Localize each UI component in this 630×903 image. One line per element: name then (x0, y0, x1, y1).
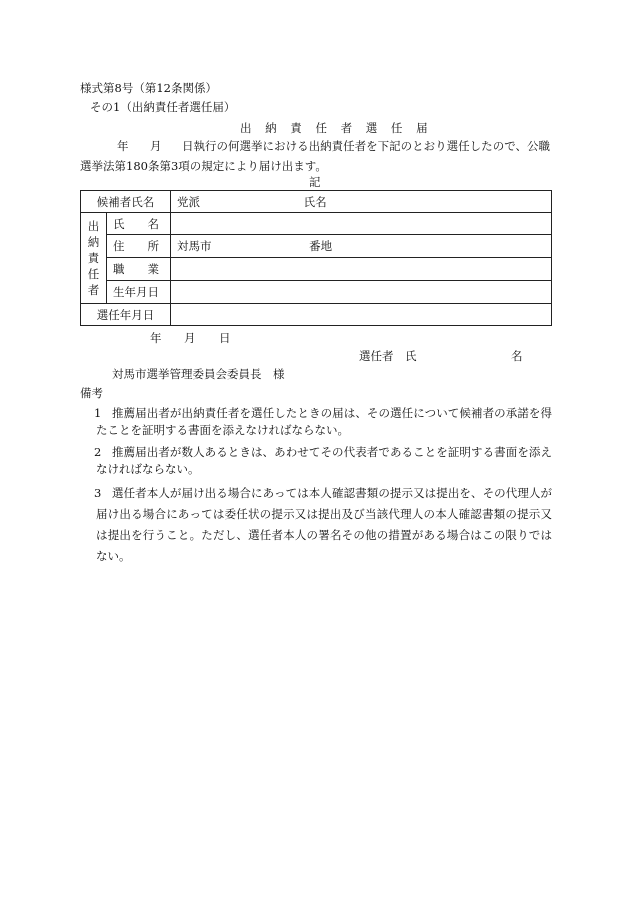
responsible-name-field[interactable] (171, 213, 552, 235)
responsible-address-field[interactable] (171, 235, 552, 258)
note-number: 2 (94, 445, 102, 459)
vert-char: 者 (87, 283, 100, 297)
appointer-suffix: 名 (511, 349, 523, 363)
row-label-birthdate: 生年月日 (107, 281, 171, 304)
intro-text (80, 136, 550, 176)
appointment-date-field[interactable] (171, 304, 552, 326)
row-label-name: 氏 名 (107, 213, 171, 235)
responsible-person-table (80, 190, 552, 326)
vert-char: 納 (87, 235, 100, 249)
note-text: 選任者本人が届け出る場合にあっては本人確認書類の提示又は提出を、その代理人が届け出る場合にあっては委任状の提示又は提出及び当該代理人の本人確認書類の提示又は提出を行うこと。ただし、選任者本人の署名その他の措置がある場合はこの限りではない。 (96, 486, 552, 563)
address-banchi: 番地 (309, 239, 333, 253)
note-text: 推薦届出者が出納責任者を選任したときの届は、その選任について候補者の承諾を得たことを証明する書面を添えなければならない。 (96, 406, 552, 437)
responsible-person-label (81, 213, 107, 304)
note-item (80, 405, 552, 439)
date-day: 日 (219, 331, 231, 345)
appointer-label: 選任者 氏 (359, 349, 417, 363)
date-month: 月 (184, 331, 196, 345)
intro-month: 月 (150, 139, 162, 153)
candidate-name-field[interactable] (171, 191, 552, 213)
note-number: 1 (94, 406, 102, 420)
candidate-name-label: 候補者氏名 (81, 191, 171, 213)
addressee: 対馬市選挙管理委員会委員長 様 (112, 367, 285, 381)
responsible-occupation-field[interactable] (171, 258, 552, 281)
responsible-birthdate-field[interactable] (171, 281, 552, 304)
address-city: 対馬市 (177, 239, 212, 253)
intro-year: 年 (117, 139, 129, 153)
row-label-address: 住 所 (107, 235, 171, 258)
notes-list (80, 405, 552, 572)
row-label-occupation: 職 業 (107, 258, 171, 281)
document-title: 出 納 責 任 者 選 任 届 (240, 121, 433, 135)
party-label: 党派 (177, 194, 200, 209)
name-label: 氏名 (303, 194, 327, 209)
intro-body: 日執行の何選挙における出納責任者を下記のとおり選任したので、公職選挙法第180条第3項の規定により届け出ます。 (80, 139, 550, 173)
form-number: 様式第8号（第12条関係） (80, 81, 217, 95)
notes-heading: 備考 (80, 386, 103, 400)
ki-heading: 記 (309, 175, 321, 189)
note-item (80, 444, 552, 478)
vert-char: 任 (87, 267, 100, 281)
note-number: 3 (94, 486, 102, 500)
form-subtitle: その1（出納責任者選任届） (90, 100, 236, 114)
note-text: 推薦届出者が数人あるときは、あわせてその代表者であることを証明する書面を添えなければならない。 (96, 445, 552, 476)
appointment-date-label: 選任年月日 (81, 304, 171, 326)
note-item (80, 483, 552, 567)
vert-char: 責 (87, 251, 100, 265)
vert-char: 出 (87, 219, 100, 233)
date-year: 年 (150, 331, 162, 345)
